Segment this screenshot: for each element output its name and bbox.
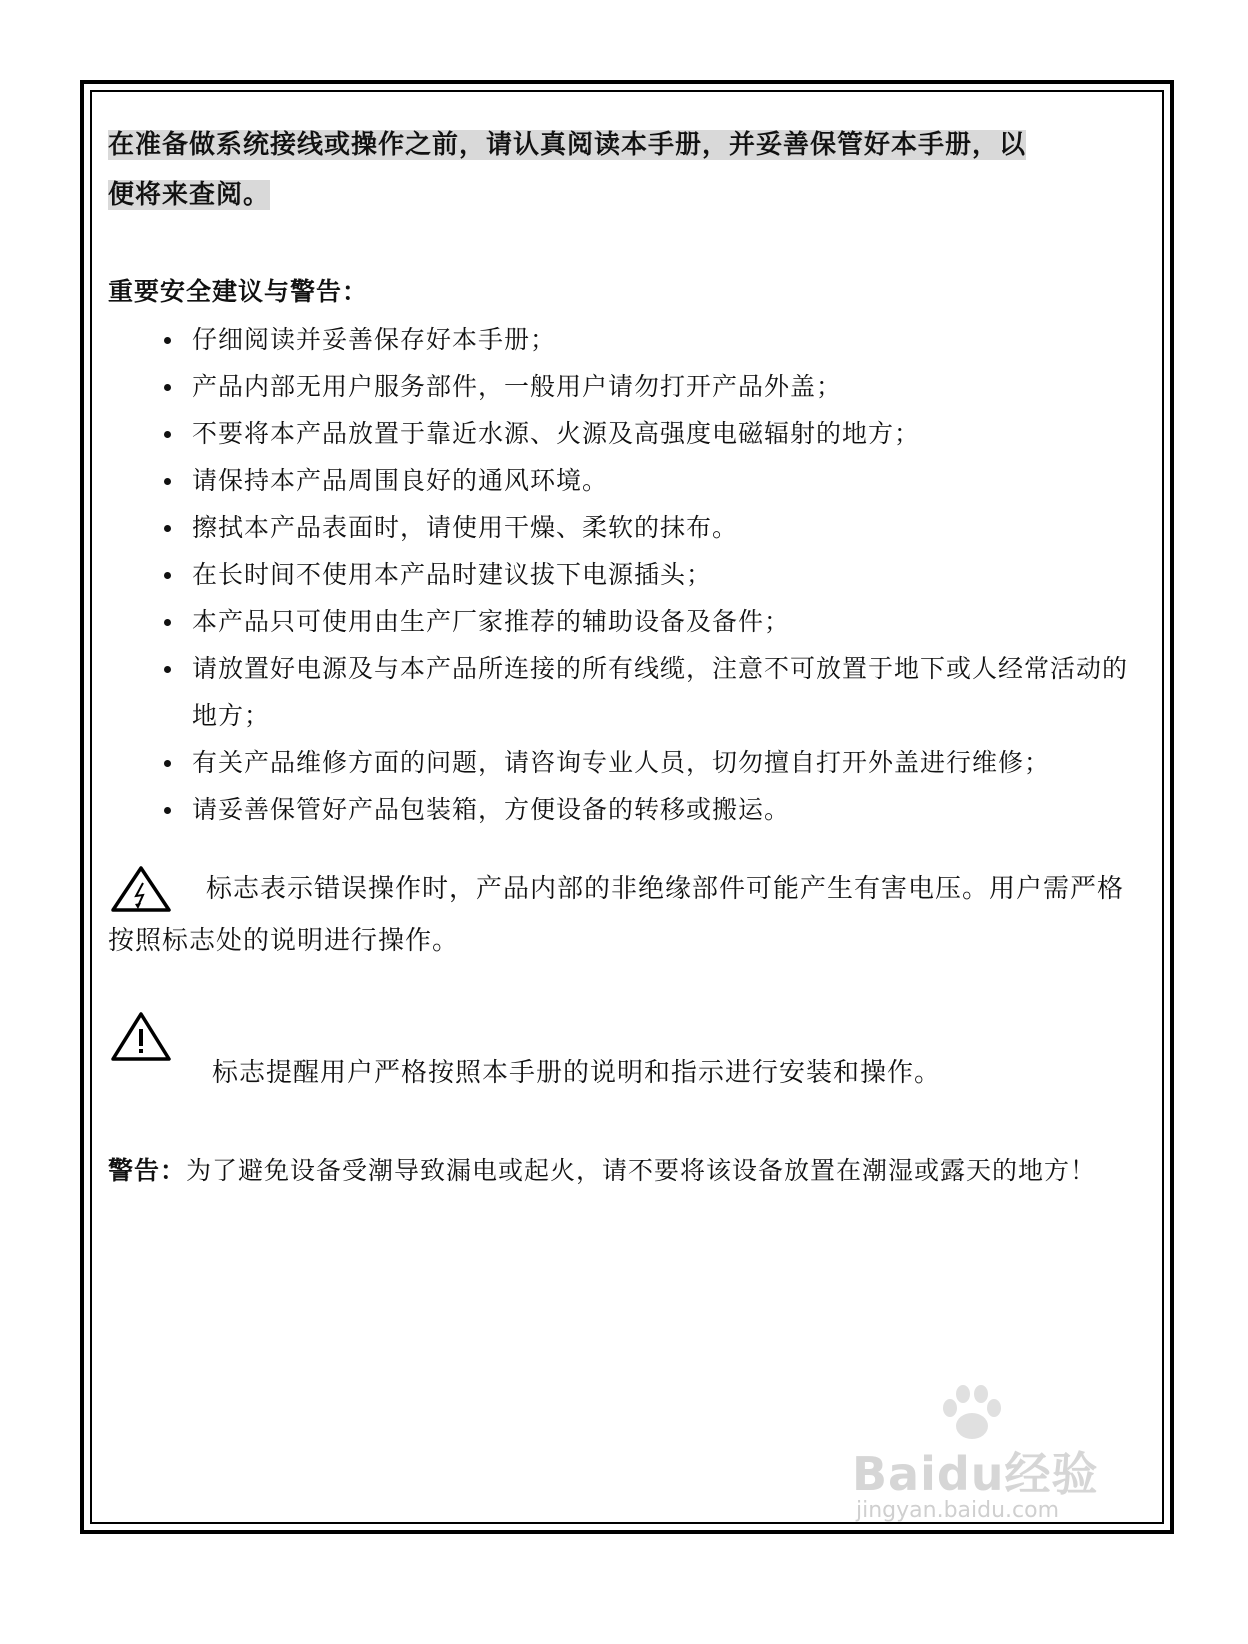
list-item: 有关产品维修方面的问题，请咨询专业人员，切勿擅自打开外盖进行维修； [108,739,1140,786]
safety-heading: 重要安全建议与警告： [108,277,369,306]
watermark-logo: Baidu经验 [852,1447,1099,1501]
voltage-warning [108,863,1140,967]
intro-line-1: 在准备做系统接线或操作之前，请认真阅读本手册，并妥善保管好本手册，以 [108,130,1027,160]
caution-note [108,1011,1140,1099]
caution-icon [110,1011,172,1063]
document-body [108,120,1140,1195]
watermark-url: jingyan.baidu.com [856,1498,1060,1523]
list-item: 仔细阅读并妥善保存好本手册； [108,316,1140,363]
list-item: 请保持本产品周围良好的通风环境。 [108,457,1140,504]
intro-line-2: 便将来查阅。 [108,180,271,210]
voltage-warning-text: 标志表示错误操作时，产品内部的非绝缘部件可能产生有害电压。用户需严格按照标志处的说明进行操作。 [108,874,1125,956]
list-item: 不要将本产品放置于靠近水源、火源及高强度电磁辐射的地方； [108,410,1140,457]
safety-list [108,316,1140,833]
high-voltage-icon [110,865,172,913]
list-item: 本产品只可使用由生产厂家推荐的辅助设备及备件； [108,598,1140,645]
intro-notice [108,120,1140,220]
caution-note-text: 标志提醒用户严格按照本手册的说明和指示进行安装和操作。 [212,1058,942,1088]
list-item: 在长时间不使用本产品时建议拔下电源插头； [108,551,1140,598]
list-item: 擦拭本产品表面时，请使用干燥、柔软的抹布。 [108,504,1140,551]
final-warning [108,1147,1140,1195]
list-item: 请妥善保管好产品包装箱，方便设备的转移或搬运。 [108,786,1140,833]
final-warning-label: 警告： [108,1156,187,1185]
watermark [852,1378,1132,1528]
final-warning-text: 为了避免设备受潮导致漏电或起火，请不要将该设备放置在潮湿或露天的地方！ [186,1156,1097,1185]
list-item: 请放置好电源及与本产品所连接的所有线缆，注意不可放置于地下或人经常活动的地方； [108,645,1140,739]
list-item: 产品内部无用户服务部件，一般用户请勿打开产品外盖； [108,363,1140,410]
